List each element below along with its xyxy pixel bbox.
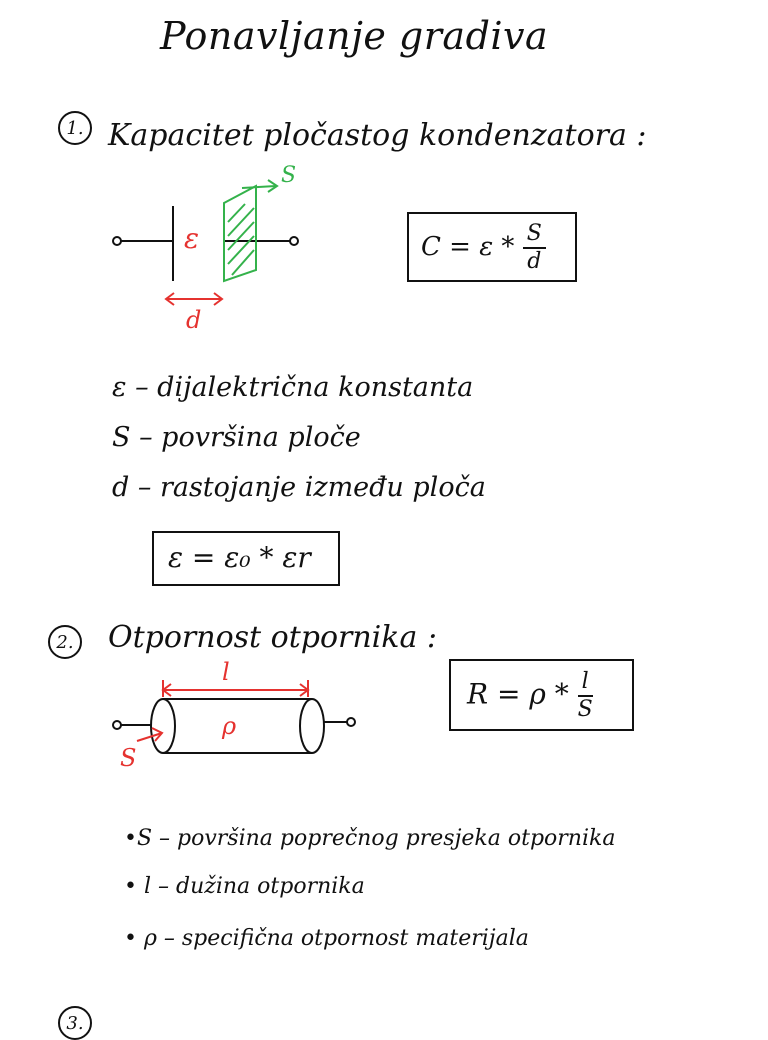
page-title: Ponavljanje gradiva xyxy=(160,14,549,58)
capacitance-formula-box xyxy=(407,212,577,282)
capacitor-epsilon-label: ε xyxy=(184,222,200,255)
resistance-formula-numerator: l xyxy=(578,671,593,697)
section-3-number: 3. xyxy=(58,1006,92,1040)
capacitance-formula-numerator: S xyxy=(523,223,546,249)
capacitor-right-terminal xyxy=(290,237,298,245)
section-2-heading: Otpornost otpornika : xyxy=(108,620,437,655)
capacitor-diagram xyxy=(113,206,298,281)
resistance-formula-lhs: R = ρ * xyxy=(467,677,569,711)
section-2-number: 2. xyxy=(48,625,82,659)
resistivity-label: ρ xyxy=(222,712,237,740)
definition-resistivity: • ρ – specifična otpornost materijala xyxy=(124,926,529,951)
definition-distance: d – rastojanje između ploča xyxy=(112,472,486,503)
plate-area-label: S xyxy=(281,163,297,188)
resistor-left-terminal xyxy=(113,721,121,729)
distance-arrow xyxy=(166,293,222,305)
resistance-formula-denominator: S xyxy=(577,697,593,722)
distance-label: d xyxy=(186,306,202,334)
resistor-right-terminal xyxy=(347,718,355,726)
permittivity-formula-box xyxy=(152,531,340,586)
length-label: l xyxy=(222,658,230,686)
section-1-number: 1. xyxy=(58,111,92,145)
definition-length: • l – dužina otpornika xyxy=(124,874,365,899)
definition-area: S – površina ploče xyxy=(112,422,361,453)
resistor-right-face xyxy=(300,699,324,753)
definition-cross-section: •S – površina poprečnog presjeka otpornika xyxy=(124,826,616,851)
capacitance-formula-lhs: C = ε * xyxy=(421,232,515,262)
resistor-left-face xyxy=(151,699,175,753)
cross-section-label: S xyxy=(120,744,137,772)
capacitance-formula-denominator: d xyxy=(527,249,542,274)
plate-area-shading xyxy=(224,180,277,281)
capacitor-left-terminal xyxy=(113,237,121,245)
resistance-formula-box xyxy=(449,659,634,731)
permittivity-formula: ε = ε₀ * εr xyxy=(168,541,311,574)
section-1-heading: Kapacitet pločastog kondenzatora : xyxy=(108,118,647,153)
definition-epsilon: ε – dijalektrična konstanta xyxy=(112,372,474,403)
